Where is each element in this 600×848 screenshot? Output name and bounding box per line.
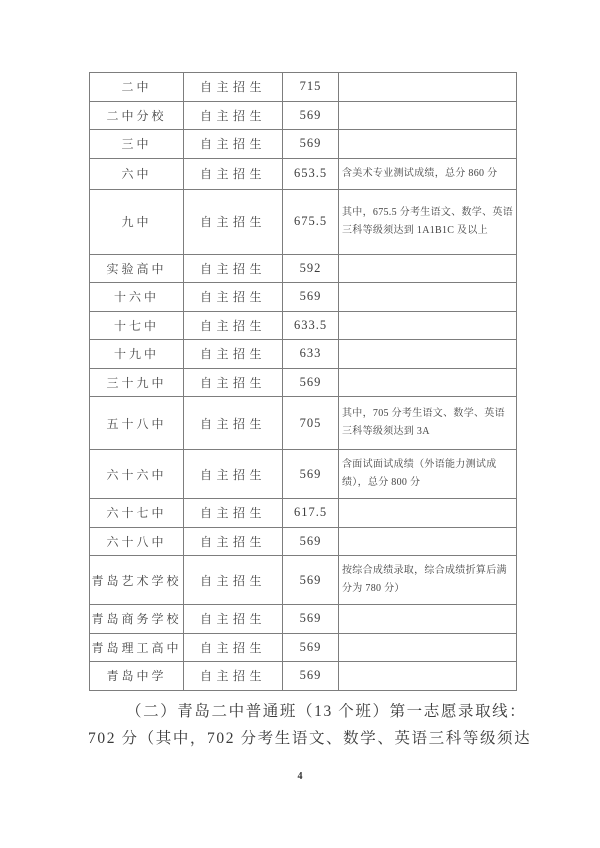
admission-scores-table-wrap <box>89 72 516 691</box>
school-name-cell: 十九中 <box>90 340 184 369</box>
admission-type-cell: 自主招生 <box>184 499 283 528</box>
admission-type-cell: 自主招生 <box>184 283 283 312</box>
table-row <box>90 311 517 340</box>
paragraph-line-2: 702 分（其中，702 分考生语文、数学、英语三科等级须达 <box>88 730 532 747</box>
remark-cell <box>339 527 517 556</box>
score-cell: 592 <box>283 254 339 283</box>
admission-type-cell: 自主招生 <box>184 158 283 189</box>
score-cell: 569 <box>283 368 339 397</box>
school-name-cell: 六十六中 <box>90 450 184 499</box>
school-name-cell: 青岛商务学校 <box>90 605 184 634</box>
admission-type-cell: 自主招生 <box>184 101 283 130</box>
school-name-cell: 九中 <box>90 189 184 254</box>
table-row <box>90 130 517 159</box>
score-cell: 569 <box>283 605 339 634</box>
remark-cell <box>339 499 517 528</box>
remark-cell <box>339 73 517 102</box>
table-row <box>90 633 517 662</box>
remark-cell: 含美术专业测试成绩，总分 860 分 <box>339 158 517 189</box>
admission-type-cell: 自主招生 <box>184 633 283 662</box>
score-cell: 569 <box>283 556 339 605</box>
paragraph-line-1: （二）青岛二中普通班（13 个班）第一志愿录取线： <box>126 703 527 720</box>
score-cell: 569 <box>283 450 339 499</box>
table-row <box>90 73 517 102</box>
remark-cell <box>339 283 517 312</box>
remark-cell <box>339 368 517 397</box>
admission-type-cell: 自主招生 <box>184 254 283 283</box>
remark-cell: 含面试面试成绩（外语能力测试成绩），总分 800 分 <box>339 450 517 499</box>
table-row <box>90 556 517 605</box>
score-cell: 653.5 <box>283 158 339 189</box>
remark-cell: 其中，705 分考生语文、数学、英语三科等级须达到 3A <box>339 397 517 450</box>
admission-type-cell: 自主招生 <box>184 73 283 102</box>
admission-type-cell: 自主招生 <box>184 368 283 397</box>
table-row <box>90 158 517 189</box>
admission-scores-table <box>89 72 517 691</box>
table-row <box>90 662 517 691</box>
table-row <box>90 499 517 528</box>
school-name-cell: 六十七中 <box>90 499 184 528</box>
admission-type-cell: 自主招生 <box>184 130 283 159</box>
admission-type-cell: 自主招生 <box>184 556 283 605</box>
body-paragraph <box>88 698 532 752</box>
remark-cell: 按综合成绩录取，综合成绩折算后满分为 780 分） <box>339 556 517 605</box>
score-cell: 569 <box>283 527 339 556</box>
school-name-cell: 二中分校 <box>90 101 184 130</box>
school-name-cell: 六十八中 <box>90 527 184 556</box>
table-row <box>90 368 517 397</box>
score-cell: 633.5 <box>283 311 339 340</box>
remark-cell <box>339 633 517 662</box>
school-name-cell: 十六中 <box>90 283 184 312</box>
score-cell: 633 <box>283 340 339 369</box>
remark-cell <box>339 311 517 340</box>
school-name-cell: 十七中 <box>90 311 184 340</box>
table-body <box>90 73 517 691</box>
score-cell: 715 <box>283 73 339 102</box>
remark-cell <box>339 101 517 130</box>
school-name-cell: 实验高中 <box>90 254 184 283</box>
remark-cell <box>339 605 517 634</box>
school-name-cell: 六中 <box>90 158 184 189</box>
score-cell: 569 <box>283 130 339 159</box>
admission-type-cell: 自主招生 <box>184 340 283 369</box>
school-name-cell: 三中 <box>90 130 184 159</box>
school-name-cell: 青岛中学 <box>90 662 184 691</box>
school-name-cell: 青岛艺术学校 <box>90 556 184 605</box>
remark-cell <box>339 254 517 283</box>
table-row <box>90 527 517 556</box>
admission-type-cell: 自主招生 <box>184 450 283 499</box>
school-name-cell: 五十八中 <box>90 397 184 450</box>
score-cell: 569 <box>283 101 339 130</box>
admission-type-cell: 自主招生 <box>184 605 283 634</box>
remark-cell <box>339 130 517 159</box>
table-row <box>90 254 517 283</box>
school-name-cell: 三十九中 <box>90 368 184 397</box>
score-cell: 675.5 <box>283 189 339 254</box>
admission-type-cell: 自主招生 <box>184 311 283 340</box>
table-row <box>90 450 517 499</box>
remark-cell: 其中，675.5 分考生语文、数学、英语三科等级须达到 1A1B1C 及以上 <box>339 189 517 254</box>
admission-type-cell: 自主招生 <box>184 189 283 254</box>
remark-cell <box>339 662 517 691</box>
admission-type-cell: 自主招生 <box>184 527 283 556</box>
table-row <box>90 340 517 369</box>
table-row <box>90 283 517 312</box>
score-cell: 617.5 <box>283 499 339 528</box>
page-number: 4 <box>297 771 303 782</box>
table-row <box>90 605 517 634</box>
table-row <box>90 397 517 450</box>
table-row <box>90 189 517 254</box>
score-cell: 569 <box>283 283 339 312</box>
school-name-cell: 青岛理工高中 <box>90 633 184 662</box>
school-name-cell: 二中 <box>90 73 184 102</box>
score-cell: 705 <box>283 397 339 450</box>
table-row <box>90 101 517 130</box>
admission-type-cell: 自主招生 <box>184 397 283 450</box>
admission-type-cell: 自主招生 <box>184 662 283 691</box>
score-cell: 569 <box>283 662 339 691</box>
remark-cell <box>339 340 517 369</box>
score-cell: 569 <box>283 633 339 662</box>
